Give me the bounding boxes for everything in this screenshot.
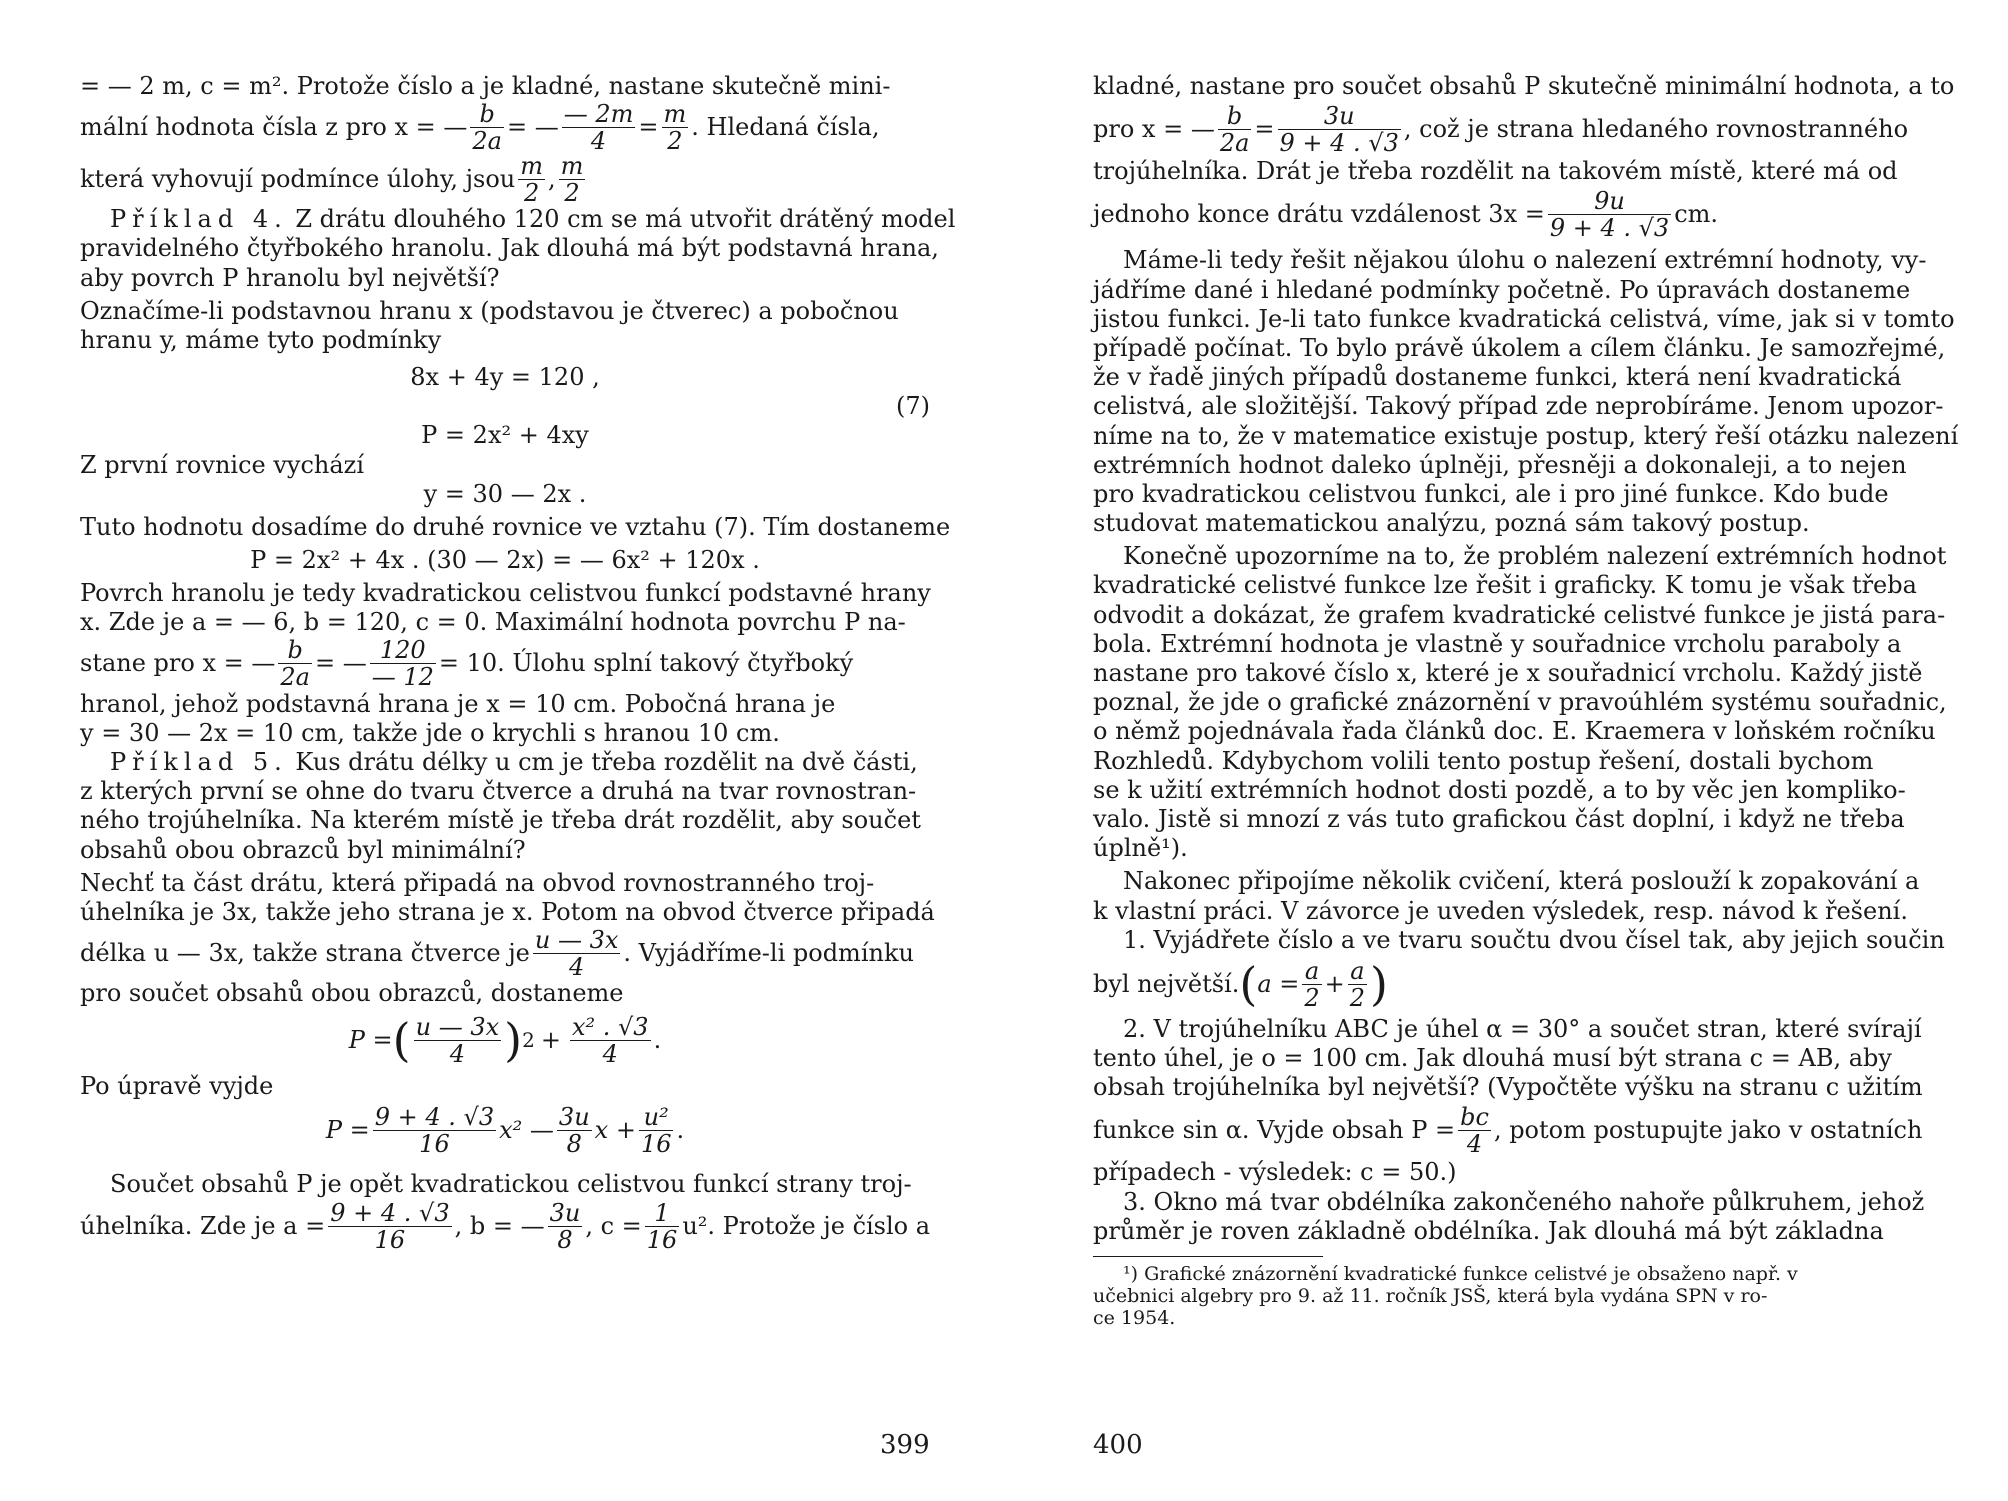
equation: 8x + 4y = 120 ,: [410, 363, 600, 392]
text-line: jistou funkci. Je-li tato funkce kvadratická celistvá, víme, jak si v tomto: [1093, 304, 1955, 333]
text-line: pro součet obsahů obou obrazců, dostaneme: [80, 979, 624, 1008]
fraction: $\frac{b}{2a}$: [472, 99, 502, 155]
example-heading: Příklad 5. Kus drátu délky u cm je třeba rozdělit na dvě části,: [110, 748, 918, 776]
text-line: bola. Extrémní hodnota je vlastně y souřadnice vrcholu paraboly a: [1093, 629, 1902, 658]
fraction: $\frac{m}{2}$: [520, 151, 544, 207]
text-line: tento úhel, je o = 100 cm. Jak dlouhá musí být strana c = AB, aby: [1093, 1044, 1892, 1073]
text-line: Rozhledů. Kdybychom volili tento postup řešení, dostali bychom: [1093, 746, 1874, 775]
text-line: délka u — 3x, takže strana čtverce je $\frac{u — 3x}{4}$ . Vyjádříme-li podmínku: [80, 925, 914, 981]
text-line: Z první rovnice vychází: [80, 450, 364, 479]
equation: P = 2x² + 4x . (30 — 2x) = — 6x² + 120x .: [250, 546, 760, 575]
fraction: $\frac{b}{2a}$: [1219, 101, 1250, 157]
text-line: Po úpravě vyjde: [80, 1072, 274, 1101]
fraction: $\frac{m}{2}$: [560, 151, 584, 207]
text-line: úhelníka. Zde je a = $\frac{9 + 4 . √3}{16}$ , b = — $\frac{3u}{8}$ , c = $\frac{1}{16}$ u². Protože je číslo a: [80, 1199, 931, 1255]
text-line: extrémních hodnot daleko úplněji, přesněji a dokonaleji, a to nejen: [1093, 450, 1907, 479]
fraction: $\frac{m}{2}$: [663, 99, 687, 155]
fraction: $\frac{3u}{9 + 4 . √3}$: [1279, 101, 1399, 157]
equation: P = 2x² + 4xy: [421, 421, 589, 450]
text-line: odvodit a dokázat, že grafem kvadratické celistvé funkce je jistá para-: [1093, 600, 1946, 629]
text-line: Označíme-li podstavnou hranu x (podstavou je čtverec) a pobočnou: [80, 296, 899, 325]
fraction: $\frac{3u}{8}$: [549, 1199, 581, 1255]
text-line: kladné, nastane pro součet obsahů P skutečně minimální hodnota, a to: [1093, 72, 1955, 100]
text-line: studovat matematickou analýzu, pozná sám takový postup.: [1093, 509, 1810, 538]
text-line: celistvá, ale složitější. Takový případ zde neprobíráme. Jenom upozor-: [1093, 392, 1944, 421]
text-line: případě počínat. To bylo právě úkolem a cílem článku. Je samozřejmé,: [1093, 333, 1946, 362]
text-line: byl největší. ( a = $\frac{a}{2}$ + $\frac{a}{2}$ ): [1093, 957, 1388, 1013]
text-line: Máme-li tedy řešit nějakou úlohu o nalezení extrémní hodnoty, vy-: [1123, 246, 1927, 275]
left-page: [80, 72, 956, 1255]
fraction: $\frac{9u}{9 + 4 . √3}$: [1549, 186, 1670, 242]
text-line: úplně¹).: [1093, 834, 1188, 863]
text-line: y = 30 — 2x = 10 cm, takže jde o krychli s hranou 10 cm.: [80, 718, 780, 747]
text-line: úhelníka je 3x, takže jeho strana je x. Potom na obvod čtverce připadá: [80, 897, 935, 926]
text-line: valo. Jistě si mnozí z vás tuto grafickou část doplní, i když ne třeba: [1093, 804, 1905, 833]
fraction: $\frac{9 + 4 . √3}{16}$: [374, 1103, 495, 1158]
exercise-1: 1. Vyjádřete číslo a ve tvaru součtu dvou čísel tak, aby jejich součin: [1123, 925, 1945, 954]
fraction: $\frac{9 + 4 . √3}{16}$: [330, 1199, 450, 1255]
exercise-3: 3. Okno má tvar obdélníka zakončeného nahoře půlkruhem, jehož: [1123, 1187, 1925, 1216]
text-line: Nechť ta část drátu, která připadá na obvod rovnostranného troj-: [80, 868, 875, 897]
text-line: Nakonec připojíme několik cvičení, která poslouží k zopakování a: [1123, 867, 1920, 896]
text-line: se k užití extrémních hodnot dosti pozdě, a to by věc jen kompliko-: [1093, 775, 1906, 804]
footnote: ¹) Grafické znázornění kvadratické funkce celistvé je obsaženo např. v: [1123, 1263, 1798, 1285]
equation: P = $\frac{9 + 4 . √3}{16}$ x² — $\frac{3u}{8}$ x + $\frac{\text{u²}}{16}$ .: [325, 1103, 685, 1158]
fraction: $\frac{a}{2}$: [1304, 957, 1320, 1013]
equation: P = ( $\frac{u — 3x}{4}$ ) 2 + $\frac{\text{x² . √3}}{4}$ .: [348, 1012, 662, 1068]
text-line: z kterých první se ohne do tvaru čtverce a druhá na tvar rovnostran-: [80, 777, 917, 806]
text-line: jednoho konce drátu vzdálenost 3x = $\frac{9u}{9 + 4 . √3}$ cm.: [1093, 186, 1719, 242]
text-line: průměr je roven základně obdélníka. Jak dlouhá má být základna: [1093, 1216, 1884, 1245]
text-line: ného trojúhelníka. Na kterém místě je třeba drát rozdělit, aby součet: [80, 806, 921, 835]
text-line: jádříme dané i hledané podmínky početně. Po úpravách dostaneme: [1093, 275, 1911, 304]
text-line: obsahů obou obrazců byl minimální?: [80, 835, 526, 864]
fraction: $\frac{3u}{8}$: [558, 1103, 590, 1158]
fraction: $\frac{120}{— 12}$: [371, 636, 434, 692]
fraction: $\frac{b}{2a}$: [280, 636, 310, 692]
text-line: pro kvadratickou celistvou funkci, ale i pro jiné funkce. Kdo bude: [1093, 479, 1889, 508]
fraction: $\frac{bc}{4}$: [1460, 1102, 1489, 1158]
text-line: Povrch hranolu je tedy kvadratickou celistvou funkcí podstavné hrany: [80, 579, 931, 608]
example-heading: Příklad 4. Z drátu dlouhého 120 cm se má utvořit drátěný model: [110, 205, 956, 234]
text-line: níme na to, že v matematice existuje postup, který řeší otázku nalezení: [1093, 421, 1959, 450]
fraction: $\frac{\text{u²}}{16}$: [640, 1103, 672, 1158]
text-line: pravidelného čtyřbokého hranolu. Jak dlouhá má být podstavná hrana,: [80, 234, 939, 263]
text-line: Konečně upozorníme na to, že problém nalezení extrémních hodnot: [1123, 542, 1947, 571]
equation-number-row: [80, 392, 930, 421]
text-line: Tuto hodnotu dosadíme do druhé rovnice ve vztahu (7). Tím dostaneme: [80, 512, 951, 541]
text-line: případech - výsledek: c = 50.): [1093, 1158, 1457, 1187]
text-line: nastane pro takové číslo x, které je x souřadnicí vrcholu. Každý jistě: [1093, 659, 1923, 687]
footnote: ce 1954.: [1093, 1307, 1176, 1329]
page-number: 399: [880, 1430, 930, 1460]
text-line: = — 2 m, c = m². Protože číslo a je kladné, nastane skutečně mini-: [80, 72, 891, 100]
text-line: poznal, že jde o grafické znázornění v pravoúhlém systému souřadnic,: [1093, 688, 1947, 717]
exercise-2: 2. V trojúhelníku ABC je úhel α = 30° a součet stran, které svírají: [1123, 1014, 1922, 1043]
right-page: [1093, 72, 1959, 1329]
text-line: x. Zde je a = — 6, b = 120, c = 0. Maximální hodnota povrchu P na-: [80, 608, 906, 637]
text-line: obsah trojúhelníka byl největší? (Vypočtěte výšku na stranu c užitím: [1093, 1073, 1923, 1102]
text-line: o němž pojednávala řada článků doc. E. Kraemera v loňském ročníku: [1093, 717, 1936, 746]
text-line: mální hodnota čísla z pro x = — $\frac{b}{2a}$ = — $\frac{— 2m}{4}$ = $\frac{m}{2}$ . Hledaná čísla,: [80, 99, 880, 155]
text-line: stane pro x = — $\frac{b}{2a}$ = — $\frac{120}{— 12}$ = 10. Úlohu splní takový čtyřboký: [80, 636, 854, 692]
footnote-rule: [1093, 1256, 1323, 1257]
text-line: hranol, jehož podstavná hrana je x = 10 cm. Pobočná hrana je: [80, 689, 836, 718]
footnote: učebnici algebry pro 9. až 11. ročník JSŠ, která byla vydána SPN v ro-: [1093, 1285, 1768, 1307]
text-line: funkce sin α. Vyjde obsah P = $\frac{bc}{4}$ , potom postupujte jako v ostatních: [1093, 1102, 1923, 1158]
fraction: $\frac{\text{x² . √3}}{4}$: [571, 1012, 649, 1068]
text-line: k vlastní práci. V závorce je uveden výsledek, resp. návod k řešení.: [1093, 896, 1908, 925]
text-line: pro x = — $\frac{b}{2a}$ = $\frac{3u}{9 + 4 . √3}$ , což je strana hledaného rovnostranného: [1093, 101, 1909, 157]
text-line: aby povrch P hranolu byl největší?: [80, 263, 500, 292]
text-line: Součet obsahů P je opět kvadratickou celistvou funkcí strany troj-: [110, 1169, 912, 1198]
fraction: $\frac{u — 3x}{4}$: [534, 925, 619, 981]
fraction: $\frac{a}{2}$: [1349, 957, 1366, 1013]
page-number: 400: [1093, 1430, 1143, 1460]
text-line: hranu y, máme tyto podmínky: [80, 325, 442, 354]
fraction: $\frac{1}{16}$: [646, 1199, 678, 1255]
equation-number: (7): [896, 392, 930, 421]
fraction: $\frac{u — 3x}{4}$: [415, 1012, 500, 1068]
equation: y = 30 — 2x .: [423, 479, 587, 508]
text-line: kvadratické celistvé funkce lze řešit i graficky. K tomu je však třeba: [1093, 571, 1917, 600]
text-line: trojúhelníka. Drát je třeba rozdělit na takovém místě, které má od: [1093, 157, 1898, 186]
fraction: $\frac{— 2m}{4}$: [563, 99, 634, 155]
text-line: že v řadě jiných případů dostaneme funkci, která není kvadratická: [1093, 363, 1902, 392]
text-line: která vyhovují podmínce úlohy, jsou $\frac{m}{2}$ , $\frac{m}{2}$: [80, 151, 584, 207]
